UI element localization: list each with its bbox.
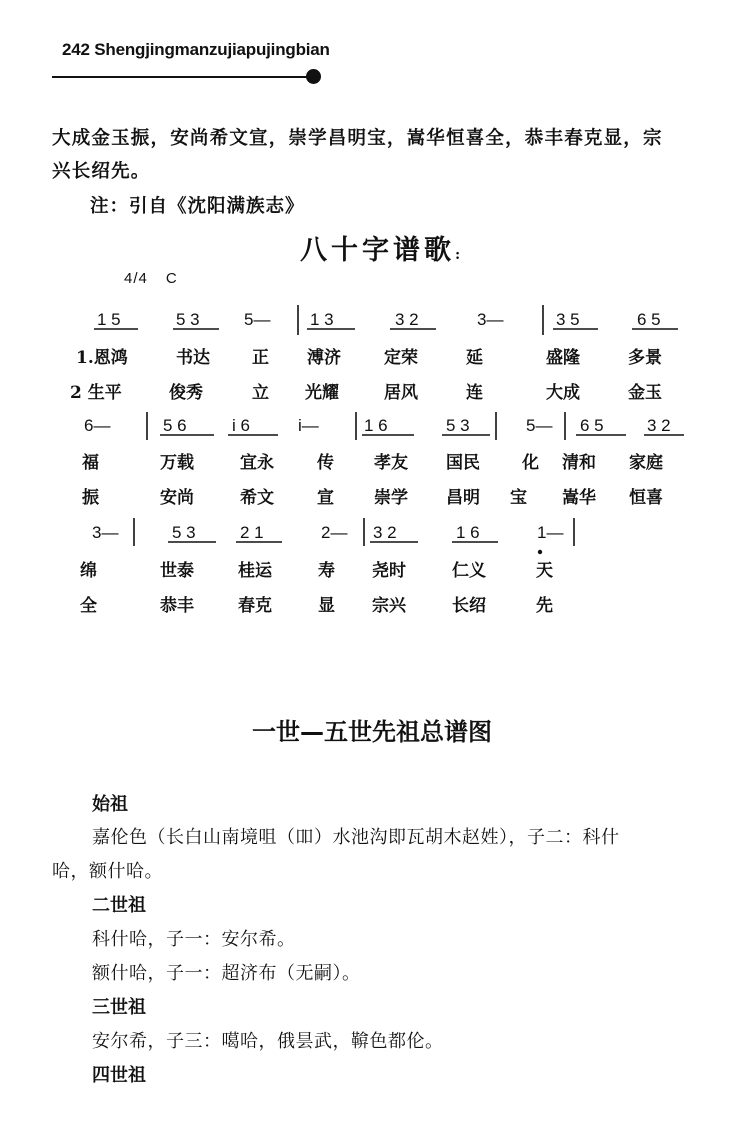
lyric: 安尚: [160, 488, 194, 508]
note-group: 1 3: [310, 310, 334, 329]
lyric: 连: [466, 383, 483, 403]
note-group: i—: [298, 416, 319, 435]
lyric: 国民: [446, 453, 480, 473]
lyric: 崇学: [374, 488, 408, 508]
low-octave-dot: [538, 550, 542, 554]
lyric: 2 生平: [70, 383, 122, 403]
note-group: 5 6: [163, 416, 187, 435]
score-row-2-notes: [84, 416, 671, 435]
lyric: 天: [536, 561, 553, 581]
score-row-3-notes: [92, 523, 563, 542]
lyric: 昌明: [446, 488, 480, 508]
lyric: 绵: [80, 561, 97, 581]
note-group: 6 5: [580, 416, 604, 435]
lyric: 立: [252, 383, 269, 403]
lyric: 金玉: [628, 383, 662, 403]
lyric: 尧时: [372, 561, 406, 581]
lyric: 嵩华: [562, 488, 596, 508]
lyric: 恭丰: [160, 596, 194, 616]
heading-founder: 始祖: [92, 794, 128, 815]
score-row-3-lyrics-1: [80, 560, 553, 581]
song-title-mark: :: [455, 247, 461, 263]
intro-line-1: 大成金玉振，安尚希文宣，崇学昌明宝，嵩华恒喜全，恭丰春克显，宗: [52, 128, 663, 149]
lyric: 寿: [318, 561, 335, 581]
score-row-1-notes: [97, 310, 661, 329]
lyric: 孝友: [374, 453, 408, 473]
note-group: 1 6: [364, 416, 388, 435]
time-signature: 4/4: [124, 270, 148, 287]
paragraph-eshiha: 额什哈，子一：超济布（无嗣）。: [92, 963, 361, 984]
note-group: 5 3: [446, 416, 470, 435]
song-title-text: 八十字谱歌: [300, 235, 455, 266]
lyric: 化: [522, 453, 539, 473]
lyric: 传: [317, 453, 334, 473]
paragraph-founder-line-2: 哈，额什哈。: [52, 861, 163, 882]
score-row-1-lyrics-2: [70, 382, 662, 403]
lyric: 春克: [238, 596, 272, 616]
lyric: 溥济: [307, 348, 341, 368]
lyric: 万载: [160, 453, 194, 473]
lyric: 先: [536, 596, 553, 616]
note-group: 2 1: [240, 523, 264, 542]
lyric: 多景: [628, 348, 662, 368]
lyric: 光耀: [305, 383, 339, 403]
note-group: 2—: [321, 523, 348, 542]
note-group: i 6: [232, 416, 250, 435]
heading-fourth-generation: 四世祖: [92, 1065, 146, 1086]
score-row-2-lyrics-1: [82, 452, 663, 473]
section-title: 一世—五世先祖总谱图: [252, 718, 492, 746]
lyric: 1.恩鸿: [76, 348, 128, 368]
score-row-2-lyrics-2: [81, 487, 663, 508]
lyric: 福: [82, 453, 99, 473]
lyric: 仁义: [452, 561, 486, 581]
lyric: 宗兴: [372, 596, 406, 616]
note-group: 6—: [84, 416, 111, 435]
lyric: 家庭: [629, 453, 663, 473]
lyric: 世泰: [160, 561, 194, 581]
lyric: 大成: [546, 383, 580, 403]
source-note: 注：引自《沈阳满族志》: [90, 196, 305, 217]
lyric: 定荣: [384, 348, 418, 368]
intro-line-2: 兴长绍先。: [52, 161, 151, 182]
paragraph-anerxi: 安尔希，子三：噶哈，俄昙武，鞥色都伦。: [92, 1031, 444, 1052]
note-group: 6 5: [637, 310, 661, 329]
lyric: 宣: [317, 488, 334, 508]
note-group: 1—: [537, 523, 564, 542]
note-group: 1 6: [456, 523, 480, 542]
lyric: 希文: [240, 488, 274, 508]
lyric: 正: [252, 348, 269, 368]
note-group: 5—: [526, 416, 553, 435]
note-group: 3—: [92, 523, 119, 542]
lyric: 长绍: [452, 596, 486, 616]
paragraph-founder-line-1: 嘉伦色（长白山南境咀（吅）水池沟即瓦胡木赵姓），子二：科什: [92, 827, 620, 848]
score-row-3-lyrics-2: [80, 595, 553, 616]
score-row-1-lyrics-1: [76, 347, 662, 368]
lyric: 盛隆: [546, 348, 580, 368]
lyric: 振: [82, 488, 99, 508]
paragraph-keshiha: 科什哈，子一：安尔希。: [92, 929, 296, 950]
lyric: 居风: [384, 383, 418, 403]
lyric: 全: [80, 596, 97, 616]
lyric: 恒喜: [629, 488, 663, 508]
lyric: 桂运: [238, 561, 272, 581]
note-group: 1 5: [97, 310, 121, 329]
note-group: 3 5: [556, 310, 580, 329]
lyric: 宝: [510, 488, 527, 508]
note-group: 3—: [477, 310, 504, 329]
note-group: 5 3: [176, 310, 200, 329]
heading-third-generation: 三世祖: [92, 997, 146, 1018]
note-group: 5 3: [172, 523, 196, 542]
note-group: 3 2: [373, 523, 397, 542]
heading-second-generation: 二世祖: [92, 895, 146, 916]
note-group: 3 2: [395, 310, 419, 329]
lyric: 清和: [562, 453, 596, 473]
note-group: 3 2: [647, 416, 671, 435]
lyric: 延: [466, 348, 483, 368]
lyric: 书达: [176, 348, 210, 368]
score-row-3-beams: [134, 518, 574, 546]
key-signature: C: [165, 270, 178, 287]
lyric: 俊秀: [169, 383, 203, 403]
running-header: 242 Shengjingmanzujiapujingbian: [62, 40, 330, 59]
lyric: 显: [318, 596, 335, 616]
note-group: 5—: [244, 310, 271, 329]
lyric: 宜永: [240, 453, 274, 473]
